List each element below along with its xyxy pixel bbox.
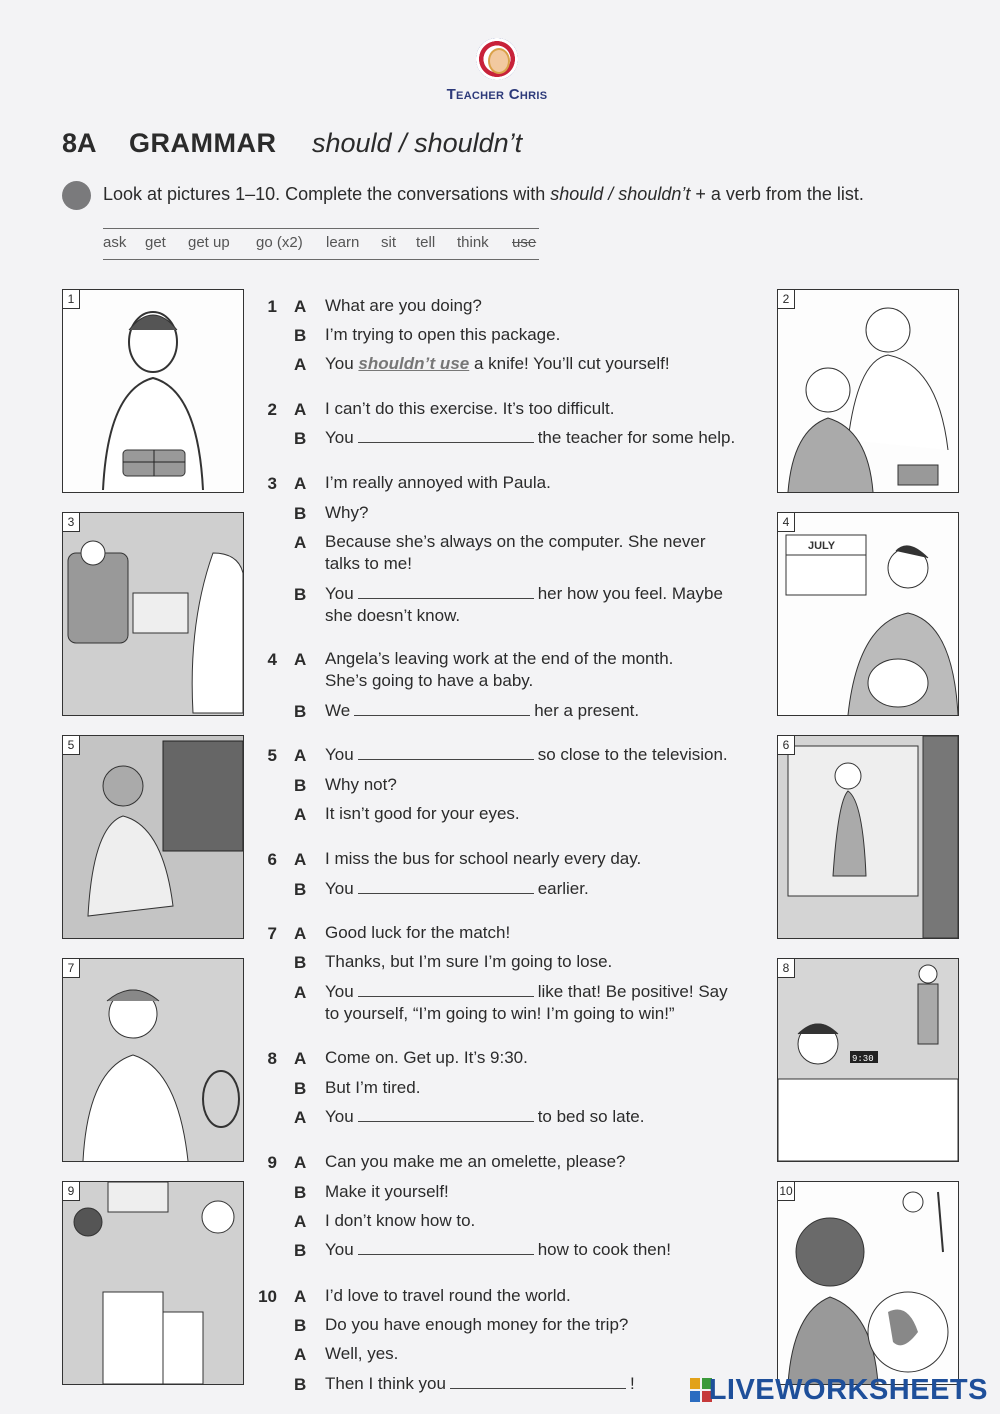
speaker-label: B: [294, 504, 307, 523]
line-text: Come on. Get up. It’s 9:30.: [325, 1048, 528, 1067]
dialogue-line: [325, 1343, 398, 1365]
line-text: to bed so late.: [537, 1107, 645, 1126]
logo-text: Teacher Chris: [446, 86, 548, 103]
line-text: Well, yes.: [325, 1344, 399, 1363]
dialogue-line: [325, 1047, 528, 1069]
line-text: a knife! You’ll cut yourself!: [469, 354, 670, 373]
speaker-label: A: [294, 474, 307, 493]
answer-blank[interactable]: [358, 878, 534, 894]
unit-number: 8A: [62, 128, 97, 158]
pregnant-woman-calendar-illustration: [778, 513, 958, 715]
line-text: the teacher for some help.: [537, 428, 736, 447]
picture-2: [777, 289, 959, 493]
dialogue-line: [325, 1285, 571, 1307]
line-text: Because she’s always on the computer. She never: [325, 532, 706, 551]
picture-number: 1: [63, 290, 80, 309]
answer-blank[interactable]: [358, 744, 534, 760]
speaker-label: B: [294, 429, 307, 448]
dialogue-line: [325, 700, 639, 722]
line-text: Angela’s leaving work at the end of the month.: [325, 649, 674, 668]
clock-label: 9:30: [852, 1054, 874, 1064]
dialogue-line: [325, 1077, 420, 1099]
line-text: !: [629, 1374, 635, 1393]
line-text: You: [325, 354, 359, 373]
picture-number: 6: [778, 736, 795, 755]
line-text: her how you feel. Maybe: [537, 584, 723, 603]
speaker-label: B: [294, 953, 307, 972]
picture-9: [62, 1181, 244, 1385]
answer-blank[interactable]: [358, 1239, 534, 1255]
line-text: But I’m tired.: [325, 1078, 421, 1097]
girl-near-television-illustration: [63, 736, 243, 938]
word-item: get up: [188, 234, 230, 251]
speaker-label: A: [294, 1345, 307, 1364]
picture-number: 2: [778, 290, 795, 309]
line-text: You: [325, 428, 354, 447]
dialogue-line: [325, 744, 728, 766]
word-item: tell: [416, 234, 436, 251]
dialogue-line: [325, 1314, 628, 1336]
topic-title: should / shouldn’t: [312, 128, 523, 158]
speaker-label: A: [294, 355, 307, 374]
line-text: I’d love to travel round the world.: [325, 1286, 571, 1305]
speaker-label: B: [294, 1079, 307, 1098]
question-number: 1: [267, 297, 277, 316]
avatar: [488, 48, 510, 74]
picture-8: [777, 958, 959, 1162]
line-text: What are you doing?: [325, 296, 482, 315]
line-text-continued: to yourself, “I’m going to win! I’m going to win!”: [325, 1004, 675, 1023]
line-text: You: [325, 584, 354, 603]
speaker-label: A: [294, 1049, 307, 1068]
picture-5: [62, 735, 244, 939]
speaker-label: A: [294, 924, 307, 943]
calendar-label: JULY: [808, 540, 836, 552]
picture-number: 4: [778, 513, 795, 532]
dialogue-line: [325, 398, 614, 420]
dialogue-line: [325, 981, 728, 1025]
dialogue-line: [325, 427, 735, 449]
speaker-label: B: [294, 585, 307, 604]
question-number: 4: [267, 650, 277, 669]
speaker-label: A: [294, 1153, 307, 1172]
dialogue-line: [325, 1151, 626, 1173]
speaker-label: B: [294, 880, 307, 899]
line-text: I don’t know how to.: [325, 1211, 476, 1230]
speaker-label: B: [294, 1316, 307, 1335]
dialogue-line: [325, 1239, 671, 1261]
speaker-label: B: [294, 1183, 307, 1202]
question-number: 9: [267, 1153, 277, 1172]
picture-10: [777, 1181, 959, 1385]
line-text: It isn’t good for your eyes.: [325, 804, 520, 823]
answer-blank[interactable]: [358, 427, 534, 443]
dialogue-line: [325, 295, 482, 317]
line-text: You: [325, 1107, 354, 1126]
line-text: Do you have enough money for the trip?: [325, 1315, 629, 1334]
watermark: LIVEWORKSHEETS: [708, 1374, 988, 1406]
dialogue-line: [325, 848, 641, 870]
line-text: Why?: [325, 503, 369, 522]
word-item: get: [145, 234, 166, 251]
picture-number: 10: [778, 1182, 795, 1201]
question-number: 8: [267, 1049, 277, 1068]
line-text: I’m trying to open this package.: [325, 325, 561, 344]
line-text: I miss the bus for school nearly every day.: [325, 849, 642, 868]
boy-opening-package-illustration: [63, 290, 243, 492]
line-text: Good luck for the match!: [325, 923, 511, 942]
answer-blank[interactable]: [358, 583, 534, 599]
speaker-label: A: [294, 650, 307, 669]
section-title: GRAMMAR: [129, 128, 277, 158]
kitchen-couple-illustration: [63, 1182, 243, 1384]
line-text-continued: talks to me!: [325, 554, 412, 573]
exercise-bullet-icon: [62, 181, 91, 210]
speaker-label: B: [294, 326, 307, 345]
line-text-continued: She’s going to have a baby.: [325, 671, 534, 690]
girl-missing-bus-illustration: [778, 736, 958, 938]
speaker-label: B: [294, 702, 307, 721]
speaker-label: A: [294, 1108, 307, 1127]
line-text: Why not?: [325, 775, 397, 794]
dialogue-line: [325, 878, 589, 900]
dialogue-line: [325, 1210, 475, 1232]
boy-in-bed-illustration: [778, 959, 958, 1161]
question-number: 7: [267, 924, 277, 943]
line-text: how to cook then!: [537, 1240, 671, 1259]
line-text: her a present.: [534, 701, 640, 720]
line-text: You: [325, 1240, 354, 1259]
picture-number: 3: [63, 513, 80, 532]
speaker-label: B: [294, 1375, 307, 1394]
picture-3: [62, 512, 244, 716]
answer-blank[interactable]: [450, 1373, 626, 1389]
dialogue-line: [325, 502, 368, 524]
tennis-player-illustration: [63, 959, 243, 1161]
line-text: earlier.: [537, 879, 589, 898]
man-and-woman-computer-illustration: [63, 513, 243, 715]
line-text: You: [325, 879, 354, 898]
boy-and-mother-homework-illustration: [778, 290, 958, 492]
dialogue-line: [325, 353, 670, 375]
example-answer: shouldn’t use: [358, 354, 470, 373]
instruction-text-end: + a verb from the list.: [690, 184, 864, 204]
line-text: Can you make me an omelette, please?: [325, 1152, 626, 1171]
dialogue-line: [325, 531, 706, 575]
question-number: 5: [267, 746, 277, 765]
line-text: I’m really annoyed with Paula.: [325, 473, 551, 492]
picture-6: [777, 735, 959, 939]
instruction-italic: should / shouldn’t: [550, 184, 691, 204]
word-item: go (x2): [256, 234, 303, 251]
dialogue-line: [325, 922, 510, 944]
picture-4: [777, 512, 959, 716]
line-text: You: [325, 982, 354, 1001]
picture-number: 8: [778, 959, 795, 978]
speaker-label: A: [294, 1212, 307, 1231]
line-text: so close to the television.: [537, 745, 728, 764]
line-text: Thanks, but I’m sure I’m going to lose.: [325, 952, 613, 971]
question-number: 6: [267, 850, 277, 869]
dialogue-line: [325, 1181, 449, 1203]
speaker-label: A: [294, 400, 307, 419]
word-item: learn: [326, 234, 360, 251]
picture-number: 9: [63, 1182, 80, 1201]
answer-blank[interactable]: [358, 981, 534, 997]
man-dreaming-travel-illustration: [778, 1182, 958, 1384]
dialogue-line: [325, 583, 723, 627]
dialogue-line: [325, 324, 560, 346]
instruction-text: Look at pictures 1–10. Complete the conversations with: [103, 184, 551, 204]
question-number: 10: [258, 1287, 277, 1306]
speaker-label: B: [294, 776, 307, 795]
speaker-label: A: [294, 983, 307, 1002]
speaker-label: B: [294, 1241, 307, 1260]
dialogue-line: [325, 951, 612, 973]
question-number: 3: [267, 474, 277, 493]
dialogue-line: [325, 774, 397, 796]
dialogue-line: [325, 472, 551, 494]
word-item: sit: [381, 234, 396, 251]
line-text: like that! Be positive! Say: [537, 982, 728, 1001]
dialogue-line: [325, 1106, 645, 1128]
speaker-label: A: [294, 533, 307, 552]
picture-number: 5: [63, 736, 80, 755]
line-text: Then I think you: [325, 1374, 446, 1393]
speaker-label: A: [294, 297, 307, 316]
word-item: ask: [103, 234, 127, 251]
speaker-label: A: [294, 850, 307, 869]
instruction: [103, 184, 864, 205]
picture-number: 7: [63, 959, 80, 978]
answer-blank[interactable]: [354, 700, 530, 716]
line-text: Make it yourself!: [325, 1182, 449, 1201]
word-item: think: [457, 234, 489, 251]
line-text: I can’t do this exercise. It’s too difficult.: [325, 399, 615, 418]
answer-blank[interactable]: [358, 1106, 534, 1122]
speaker-label: A: [294, 805, 307, 824]
dialogue-line: [325, 803, 520, 825]
word-item-used: use: [512, 234, 537, 251]
question-number: 2: [267, 400, 277, 419]
line-text: We: [325, 701, 351, 720]
speaker-label: A: [294, 746, 307, 765]
picture-1: [62, 289, 244, 493]
dialogue-line: [325, 1373, 635, 1395]
line-text-continued: she doesn’t know.: [325, 606, 461, 625]
picture-7: [62, 958, 244, 1162]
speaker-label: A: [294, 1287, 307, 1306]
word-list: [103, 228, 539, 260]
line-text: You: [325, 745, 354, 764]
dialogue-line: [325, 648, 673, 692]
